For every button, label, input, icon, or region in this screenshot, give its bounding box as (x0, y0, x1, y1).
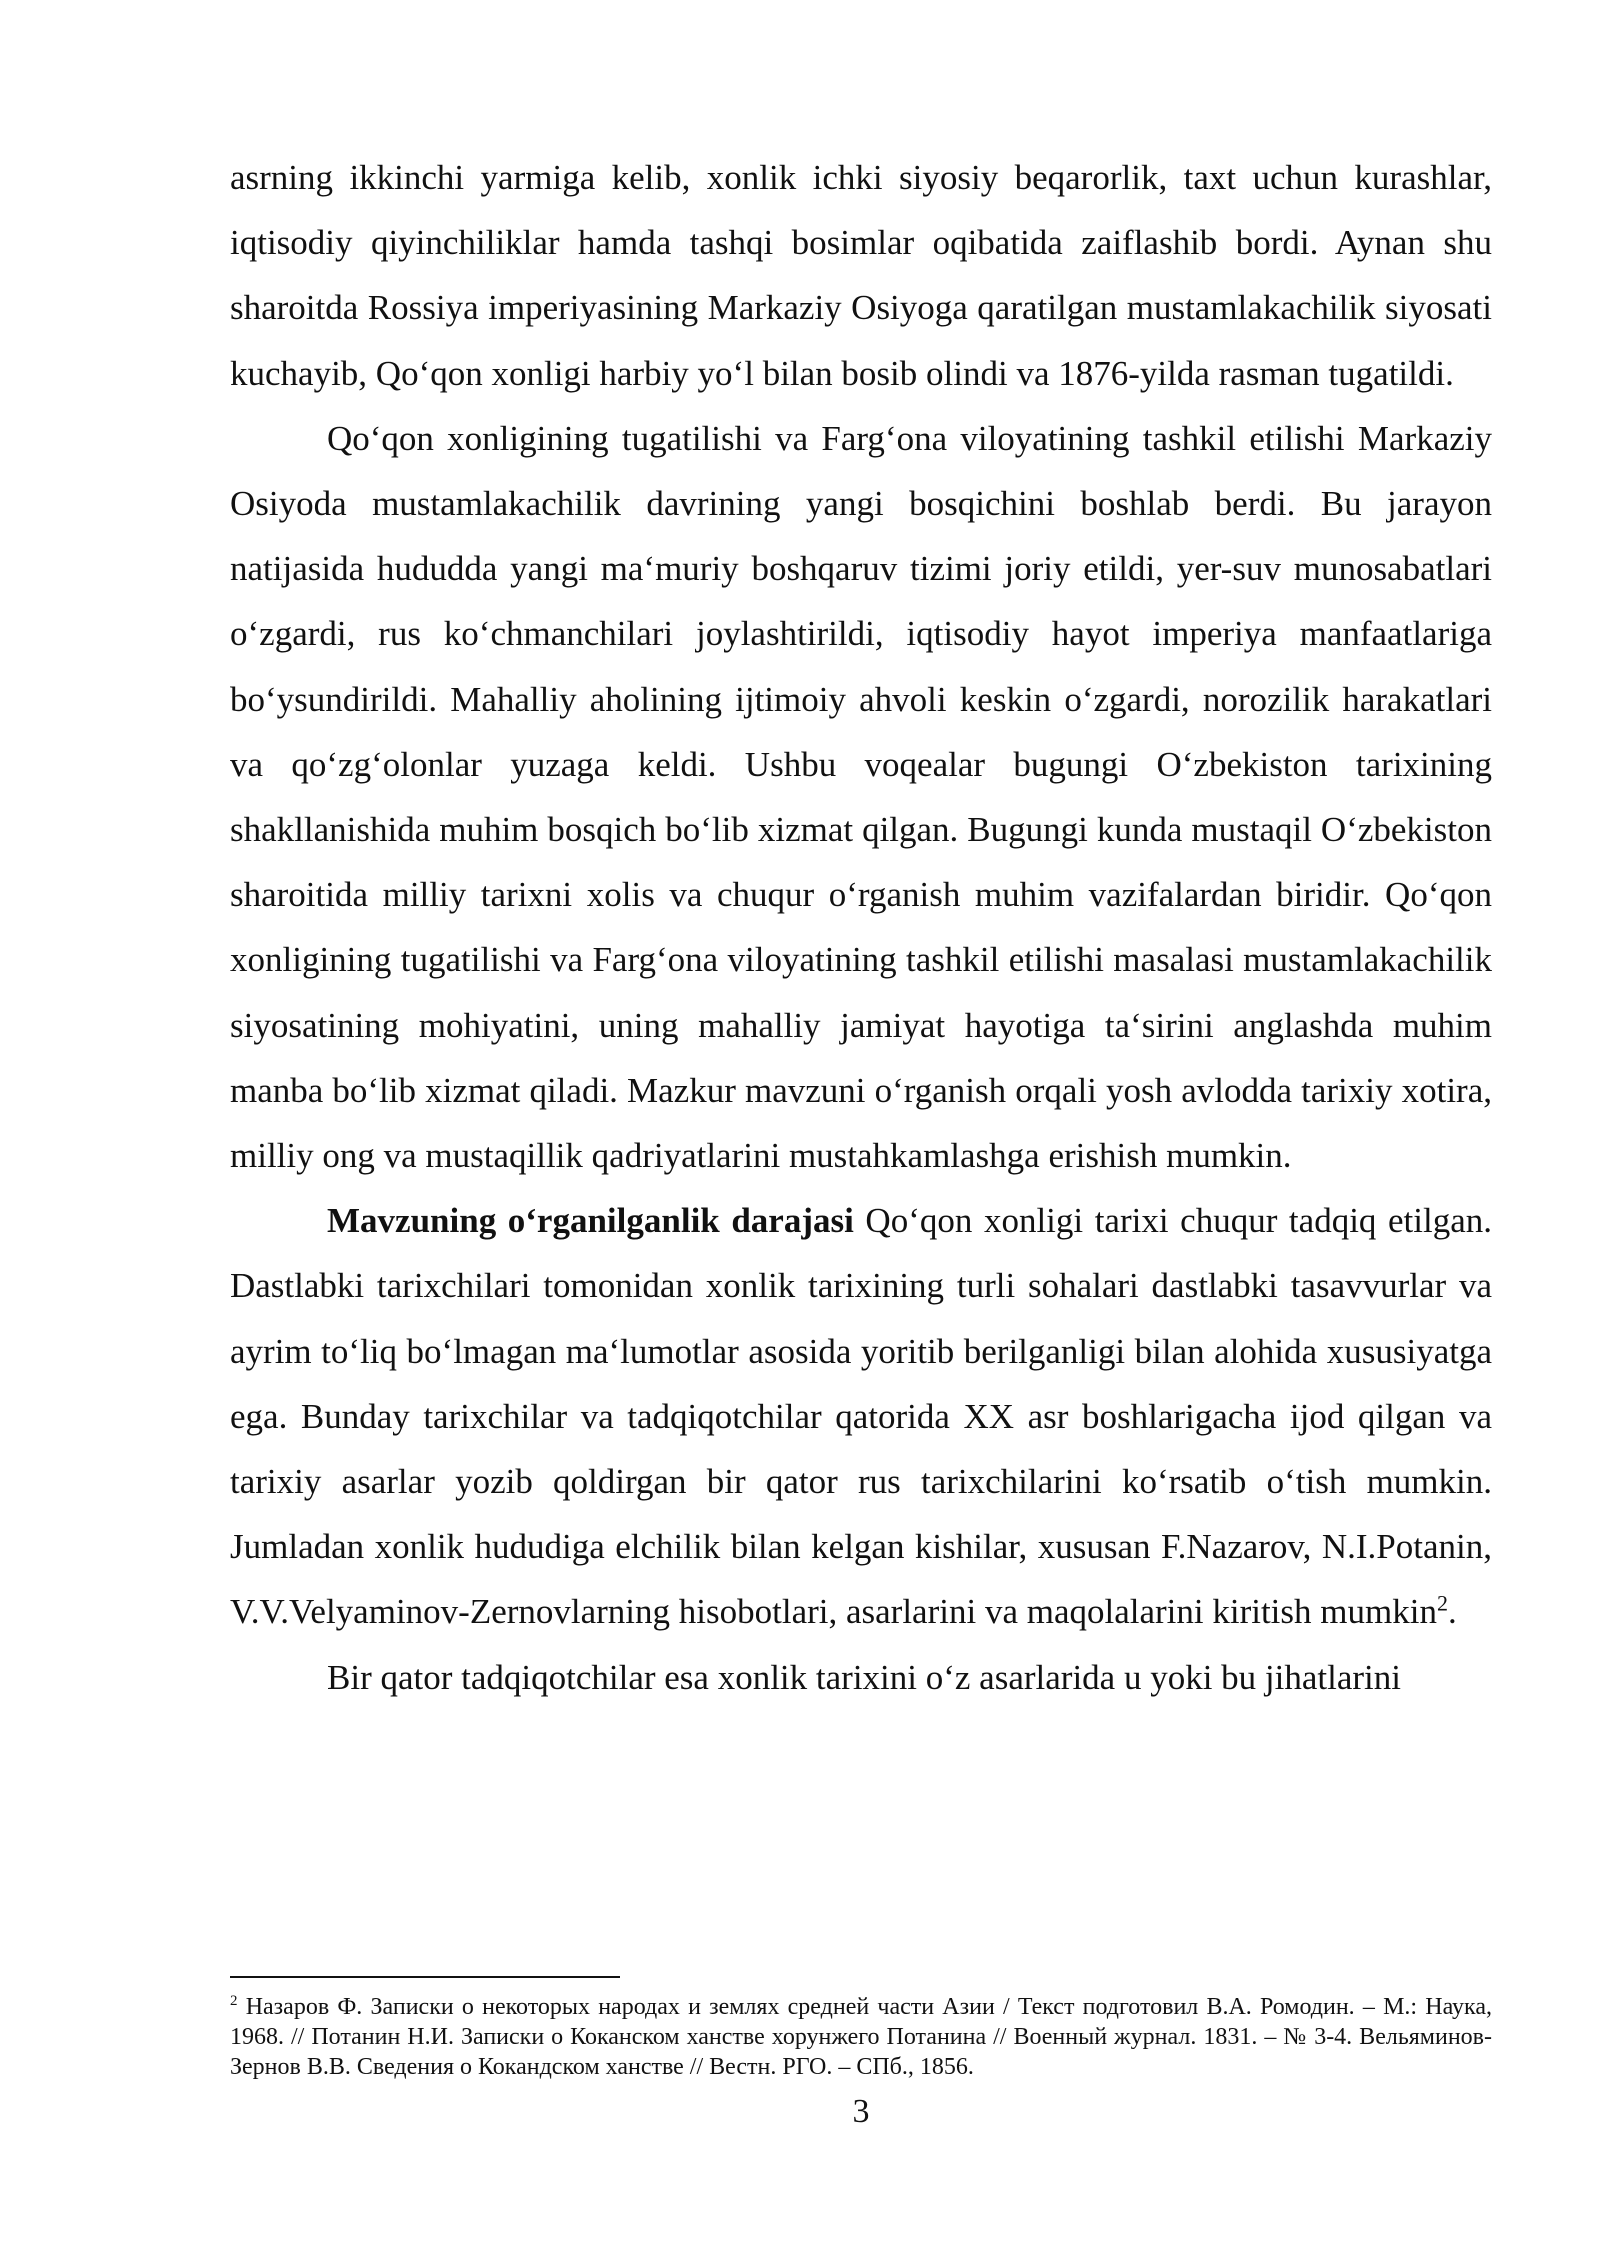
paragraph-3-text: Qo‘qon xonligi tarixi chuqur tadqiq etilgan. Dastlabki tarixchilari tomonidan xonlik tarixining turli sohalari dastlabki tasavvurlar va ayrim to‘liq bo‘lmagan ma‘lumotlar asosida yoritib berilganligi bilan alohida xususiyatga ega. Bunday tarixchilar va tadqiqotchilar qatorida XX asr boshlarigacha ijod qilgan va tarixiy asarlar yozib qoldirgan bir qator rus tarixchilarini ko‘rsatib o‘tish mumkin. Jumladan xonlik hududiga elchilik bilan kelgan kishilar, xususan F.Nazarov, N.I.Potanin, V.V.Velyaminov-Zernovlarning hisobotlari, asarlarini va maqolalarini kiritish mumkin (230, 1201, 1492, 1632)
footnote (230, 1992, 1492, 2082)
footnote-text: Назаров Ф. Записки о некоторых народах и землях средней части Азии / Текст подготовил В.А. Ромодин. – М.: Наука, 1968. // Потанин Н.И. Записки о Коканском ханстве хорунжего Потанина // Военный журнал. 1831. – № 3-4. Вельяминов-Зернов В.В. Сведения о Кокандском ханстве // Вестн. РГО. – СПб., 1856. (230, 1994, 1492, 2080)
section-heading-inline: Mavzuning o‘rganilganlik darajasi (327, 1201, 854, 1241)
body-text (230, 145, 1492, 1710)
footnote-marker: 2 (230, 1993, 238, 2009)
paragraph-4: Bir qator tadqiqotchilar esa xonlik tarixini o‘z asarlarida u yoki bu jihatlarini (327, 1657, 1401, 1697)
paragraph-3 (230, 1188, 1492, 1644)
paragraph-3-tail: . (1447, 1592, 1457, 1632)
footnote-separator (230, 1976, 620, 1978)
footnote-reference: 2 (1436, 1590, 1448, 1616)
page-number: 3 (852, 2093, 870, 2130)
paragraph-1: asrning ikkinchi yarmiga kelib, xonlik ichki siyosiy beqarorlik, taxt uchun kurashlar, iqtisodiy qiyinchiliklar hamda tashqi bosimlar oqibatida zaiflashib bordi. Aynan shu sharoitda Rossiya imperiyasining Markaziy Osiyoga qaratilgan mustamlakachilik siyosati kuchayib, Qo‘qon xonligi harbiy yo‘l bilan bosib olindi va 1876-yilda rasman tugatildi. (230, 158, 1492, 393)
paragraph-2: Qo‘qon xonligining tugatilishi va Farg‘ona viloyatining tashkil etilishi Markaziy Osiyoda mustamlakachilik davrining yangi bosqichini boshlab berdi. Bu jarayon natijasida hududda yangi ma‘muriy boshqaruv tizimi joriy etildi, yer-suv munosabatlari o‘zgardi, rus ko‘chmanchilari joylashtirildi, iqtisodiy hayot imperiya manfaatlariga bo‘ysundirildi. Mahalliy aholining ijtimoiy ahvoli keskin o‘zgardi, norozilik harakatlari va qo‘zg‘olonlar yuzaga keldi. Ushbu voqealar bugungi O‘zbekiston tarixining shakllanishida muhim bosqich bo‘lib xizmat qilgan. Bugungi kunda mustaqil O‘zbekiston sharoitida milliy tarixni xolis va chuqur o‘rganish muhim vazifalardan biridir. Qo‘qon xonligining tugatilishi va Farg‘ona viloyatining tashkil etilishi masalasi mustamlakachilik siyosatining mohiyatini, uning mahalliy jamiyat hayotiga ta‘sirini anglashda muhim manba bo‘lib xizmat qiladi. Mazkur mavzuni o‘rganish orqali yosh avlodda tarixiy xotira, milliy ong va mustaqillik qadriyatlarini mustahkamlashga erishish mumkin. (230, 418, 1492, 1176)
